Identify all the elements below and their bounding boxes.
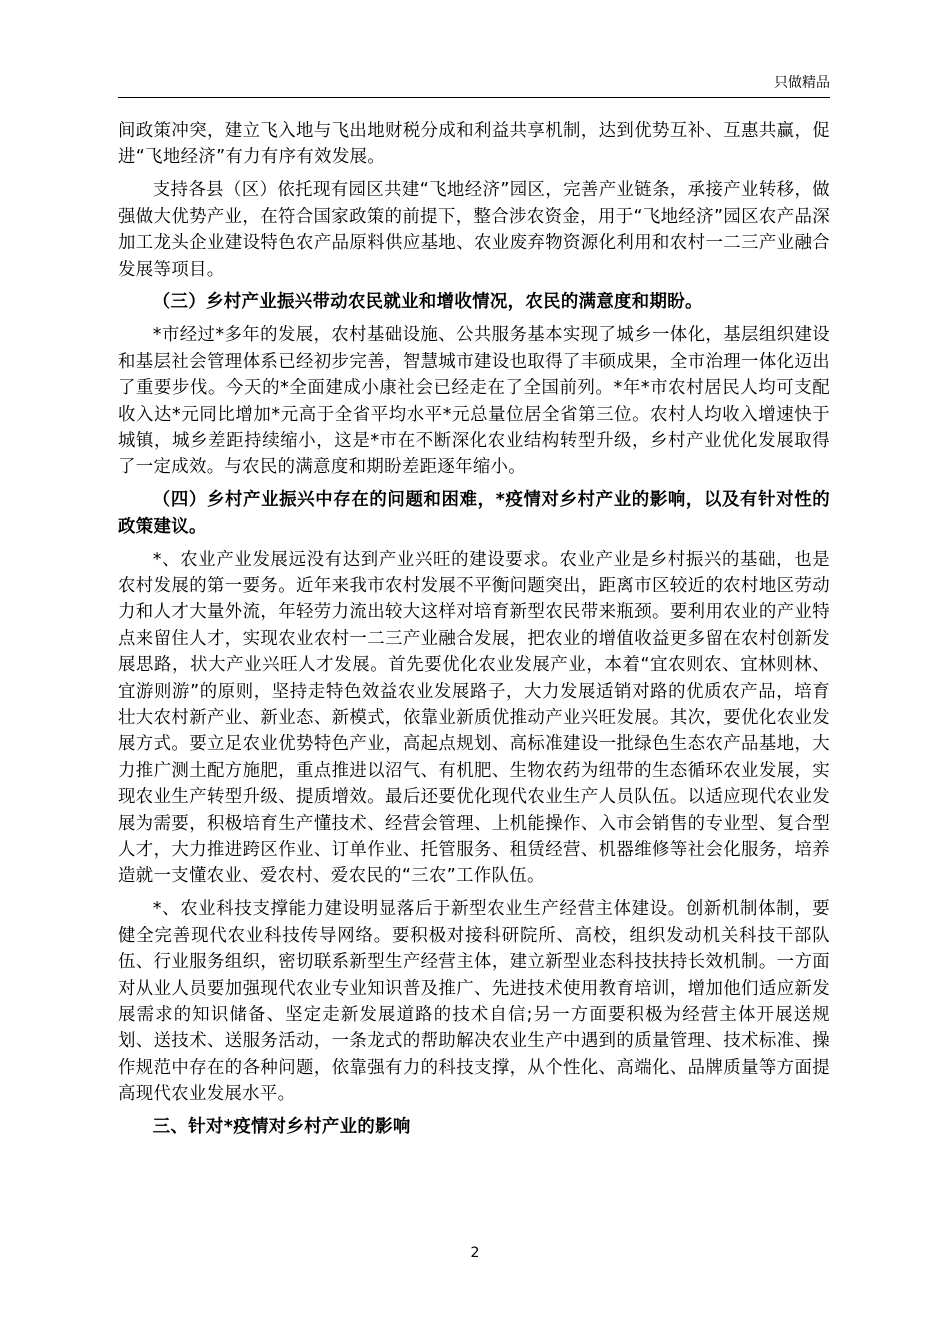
paragraph: *、农业科技支撑能力建设明显落后于新型农业生产经营主体建设。创新机制体制，要健全完善现代农业科技传导网络。要积极对接科研院所、高校，组织发动机关科技干部队伍、行业服务组织，密切联系新型生产经营主体，建立新型业态科技扶持长效机制。一方面对从业人员要加强现代农业专业知识普及推广、先进技术使用教育培训，增加他们适应新发展需求的知识储备、坚定走新发展道路的技术自信;另一方面要积极为经营主体开展送规划、送技术、送服务活动，一条龙式的帮助解决农业生产中遇到的质量管理、技术标准、操作规范中存在的各种问题，依靠强有力的科技支撑，从个性化、高端化、品牌质量等方面提高现代农业发展水平。 [118,899,830,1105]
section-heading: 三、针对*疫情对乡村产业的影响 [152,1117,411,1138]
paragraph: 间政策冲突，建立飞入地与飞出地财税分成和利益共享机制，达到优势互补、互惠共赢，促进“飞地经济”有力有序有效发展。 [118,121,830,168]
page-number: 2 [470,1245,480,1261]
header-text: 只做精品 [774,75,830,91]
section-heading: （四）乡村产业振兴中存在的问题和困难，*疫情对乡村产业的影响，以及有针对性的政策建议。 [118,490,830,537]
document-body [118,118,830,1147]
section-heading: （三）乡村产业振兴带动农民就业和增收情况，农民的满意度和期盼。 [152,292,703,313]
paragraph: *市经过*多年的发展，农村基础设施、公共服务基本实现了城乡一体化，基层组织建设和基层社会管理体系已经初步完善，智慧城市建设也取得了丰硕成果，全市治理一体化迈出了重要步伐。今天的*全面建成小康社会已经走在了全国前列。*年*市农村居民人均可支配收入达*元同比增加*元高于全省平均水平*元总量位居全省第三位。农村人均收入增速快于城镇，城乡差距持续缩小，这是*市在不断深化农业结构转型升级，乡村产业优化发展取得了一定成效。与农民的满意度和期盼差距逐年缩小。 [118,325,830,478]
paragraph: *、农业产业发展远没有达到产业兴旺的建设要求。农业产业是乡村振兴的基础，也是农村发展的第一要务。近年来我市农村发展不平衡问题突出，距离市区较近的农村地区劳动力和人才大量外流，年轻劳力流出较大这样对培育新型农民带来瓶颈。要利用农业的产业特点来留住人才，实现农业农村一二三产业融合发展，把农业的增值收益更多留在农村创新发展思路，状大产业兴旺人才发展。首先要优化农业发展产业，本着“宜农则农、宜林则林、宜游则游”的原则，坚持走特色效益农业发展路子，大力发展适销对路的优质农产品，培育壮大农村新产业、新业态、新模式，依靠业新质优推动产业兴旺发展。其次，要优化农业发展方式。要立足农业优势特色产业，高起点规划、高标准建设一批绿色生态农产品基地，大力推广测土配方施肥，重点推进以沼气、有机肥、生物农药为纽带的生态循环农业发展，实现农业生产转型升级、提质增效。最后还要优化现代农业生产人员队伍。以适应现代农业发展为需要，积极培育生产懂技术、经营会管理、上机能操作、入市会销售的专业型、复合型人才，大力推进跨区作业、订单作业、托管服务、租赁经营、机器维修等社会化服务，培养造就一支懂农业、爱农村、爱农民的“三农”工作队伍。 [118,549,830,887]
paragraph: 支持各县（区）依托现有园区共建“飞地经济”园区，完善产业链条，承接产业转移，做强做大优势产业，在符合国家政策的前提下，整合涉农资金，用于“飞地经济”园区农产品深加工龙头企业建设特色农产品原料供应基地、农业废弃物资源化利用和农村一二三产业融合发展等项目。 [118,180,830,280]
header-divider [118,97,830,98]
